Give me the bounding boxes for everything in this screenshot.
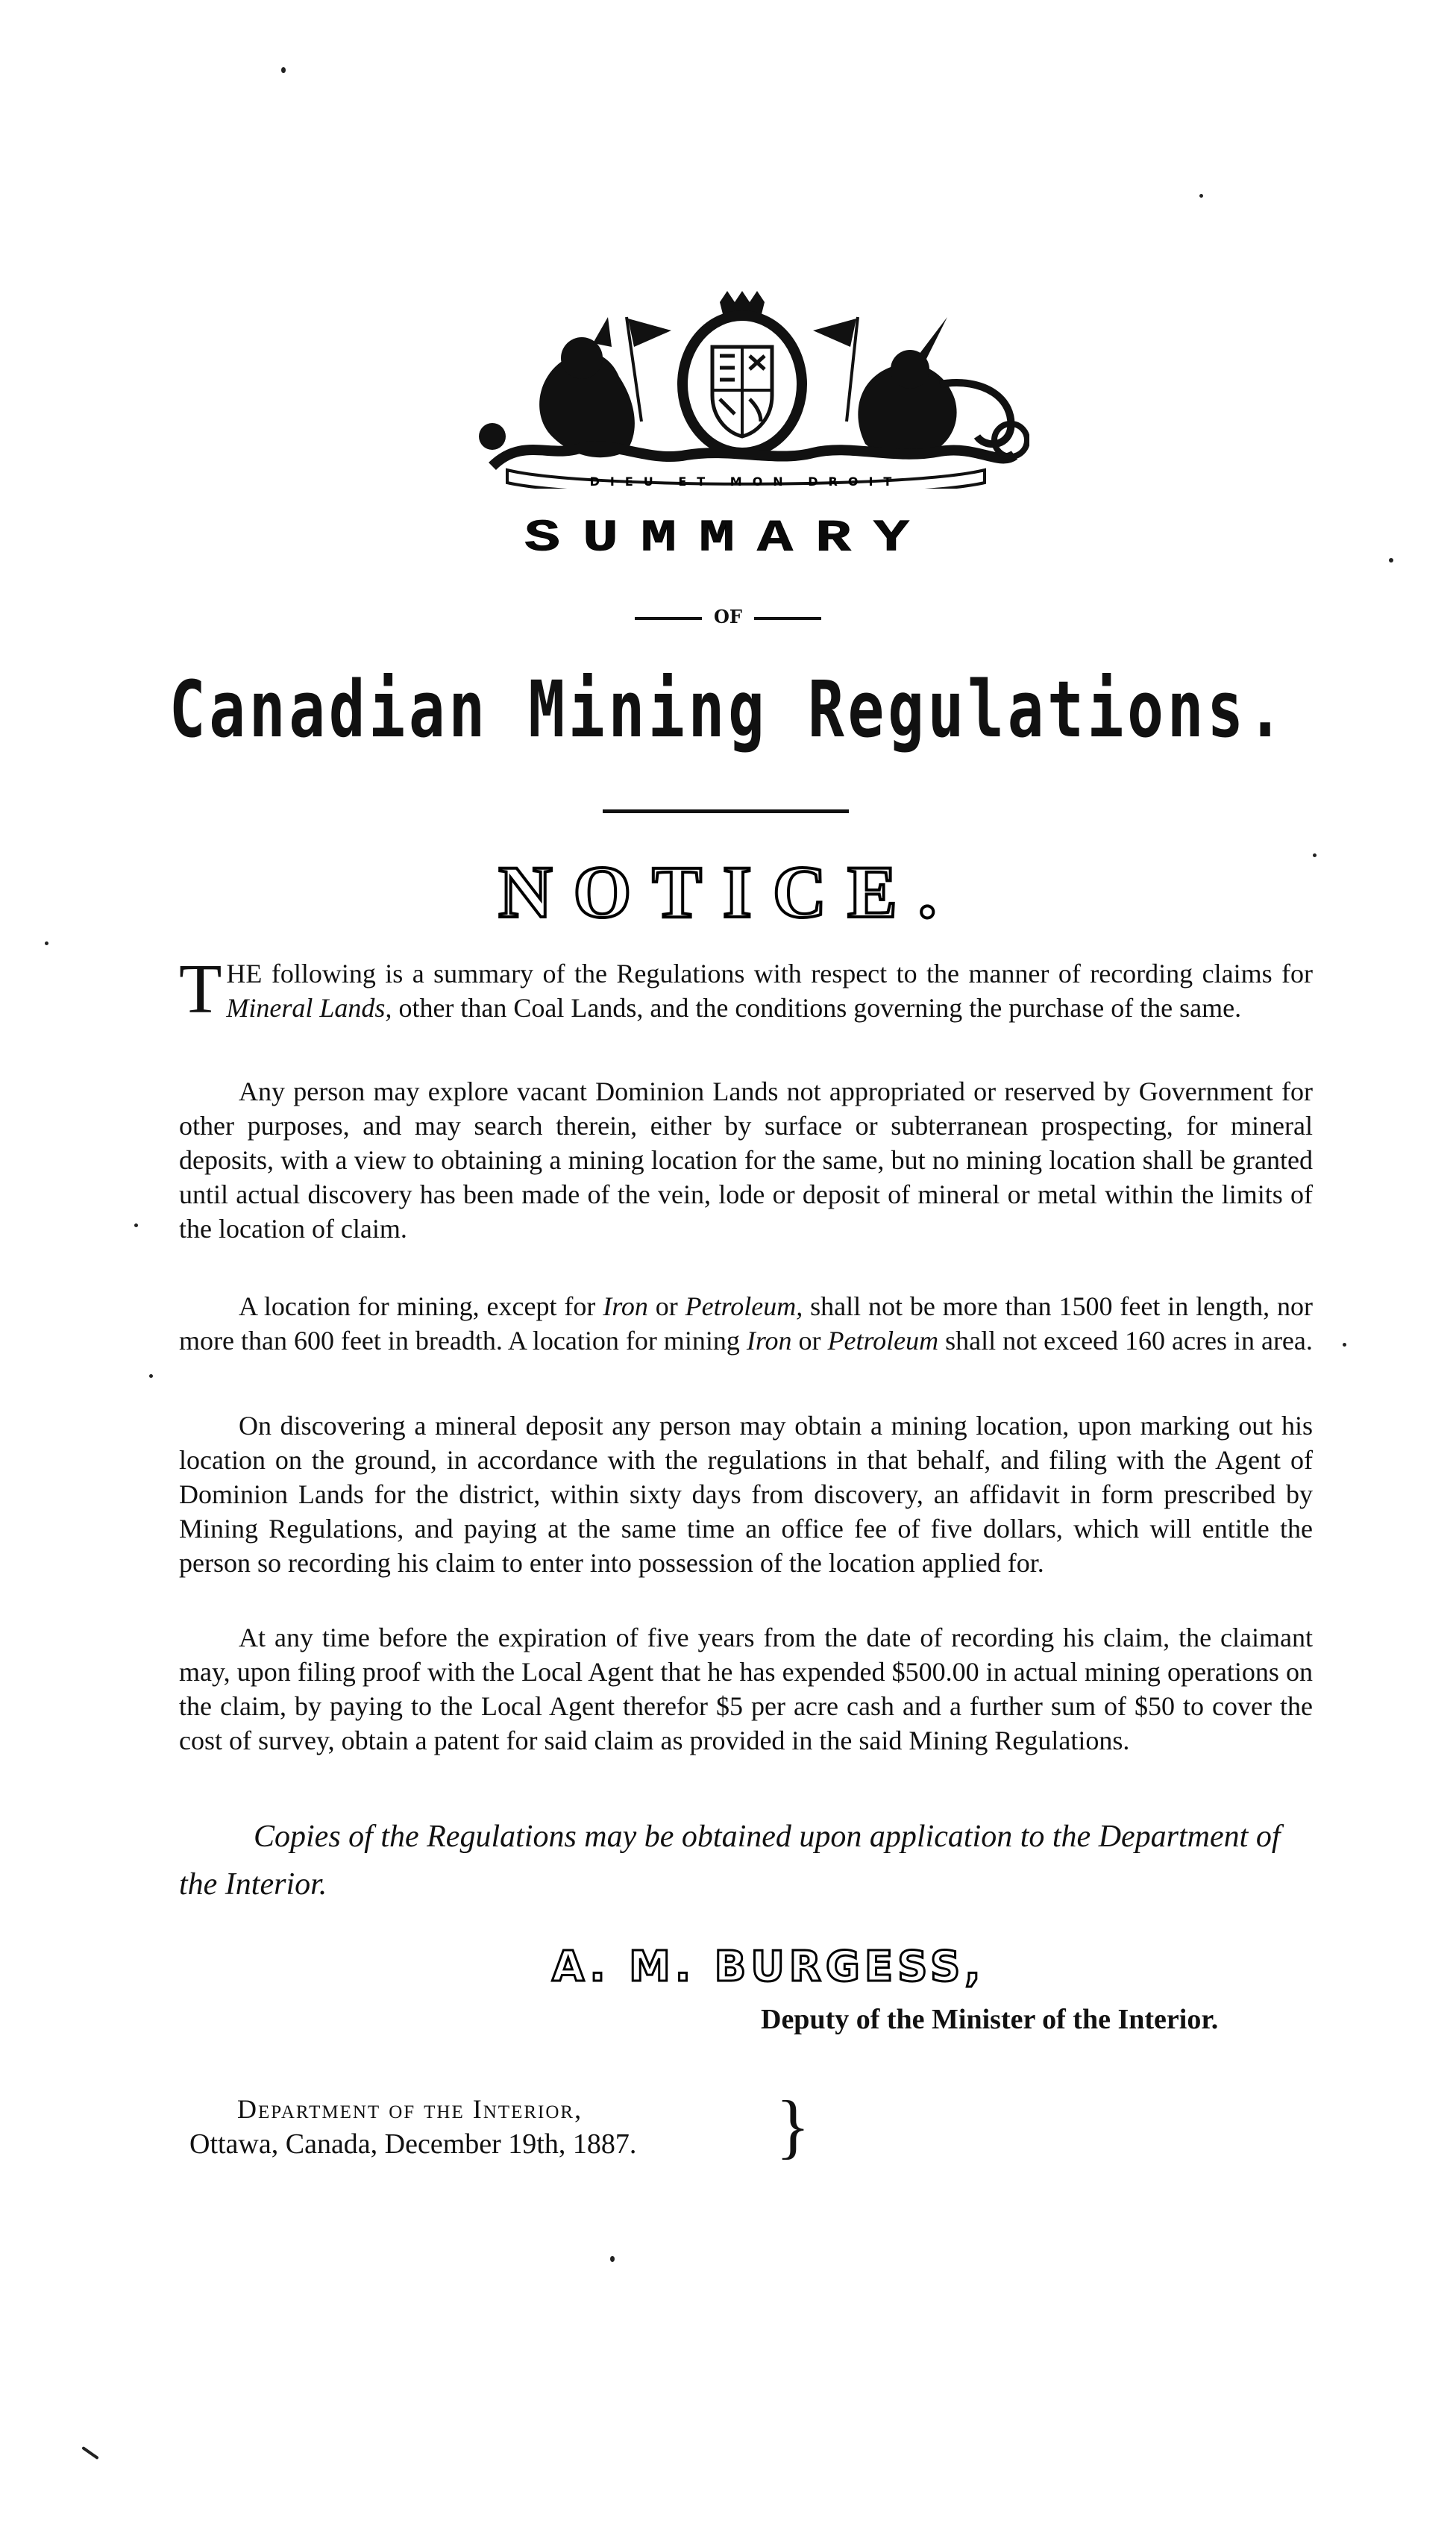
title-divider (603, 809, 849, 813)
paragraph-patent (179, 1620, 1313, 1758)
crest-motto: DIEU ET MON DROIT (589, 474, 903, 489)
speck (1343, 1343, 1346, 1347)
speck (1199, 194, 1203, 198)
footer-department: Department of the Interior, (237, 2094, 583, 2124)
intro-text-a: HE following is a summary of the Regulations with respect to the manner of recording claims for (226, 959, 1313, 988)
speck (81, 2446, 99, 2460)
speck (134, 1223, 138, 1227)
or-text: or (647, 1291, 685, 1321)
signature-title: Deputy of the Minister of the Interior. (761, 2004, 1219, 2035)
of-line (0, 606, 1456, 627)
paragraph-location-size (179, 1289, 1313, 1358)
speck (1389, 558, 1393, 563)
petroleum-italic: Petroleum, (685, 1291, 803, 1321)
garter-shield (682, 316, 802, 453)
iron-italic-2: Iron (746, 1326, 792, 1356)
discovery-text: On discovering a mineral deposit any person may obtain a mining location, upon marking out his location on the ground, in accordance with the regulations in that behalf, and filing with the Agent of Dominion Lands for the district, within sixty days from discovery, an affidavit in form prescribed by Mining Regulations, and paying at the same time an office fee of five dollars, which will entitle the person so recording his claim to enter into possession of the location applied for. (179, 1411, 1313, 1578)
speck (610, 2256, 615, 2262)
location-text-b: shall not be more than 1500 feet in length, nor more than 600 feet in breadth. A location for mining (179, 1291, 1313, 1356)
royal-coat-of-arms (462, 287, 1029, 489)
motto-ribbon (507, 470, 985, 489)
page-title: Canadian Mining Regulations. (169, 664, 1287, 755)
summary-heading: SUMMARY (524, 513, 932, 565)
lion-supporter (539, 317, 635, 457)
or-text-2: or (791, 1326, 828, 1356)
speck (45, 941, 48, 945)
speck (281, 67, 286, 73)
paragraph-intro (179, 950, 1313, 1028)
exploration-text: Any person may explore vacant Dominion Lands not appropriated or reserved by Government for other purposes, and may search therein, either by surface or subterranean prospecting, for mineral deposits, with a view to obtaining a mining location for the same, but no mining location shall be granted until actual discovery has been made of the vein, lode or deposit of mineral or metal within the limits of the location of claim. (179, 1077, 1313, 1244)
copies-text: Copies of the Regulations may be obtained upon application to the Department of the Interior. (179, 1820, 1281, 1902)
signature-name: A. M. BURGESS, (552, 1943, 985, 1991)
location-text-a: A location for mining, except for (239, 1291, 603, 1321)
iron-italic: Iron (603, 1291, 648, 1321)
notice-heading: NOTICE. (498, 850, 958, 933)
intro-italic: Mineral Lands, (226, 993, 392, 1023)
petroleum-italic-2: Petroleum (827, 1326, 939, 1356)
patent-text: At any time before the expiration of five years from the date of recording his claim, the claimant may, upon filing proof with the Local Agent that he has expended $500.00 in actual mining operations on the claim, by paying to the Local Agent therefor $5 per acre cash and a further sum of $50 to cover the cost of survey, obtain a patent for said claim as provided in the said Mining Regulations. (179, 1623, 1313, 1755)
paragraph-discovery (179, 1408, 1313, 1580)
footer-brace: } (776, 2086, 811, 2166)
intro-text-b: other than Coal Lands, and the conditions governing the purchase of the same. (392, 993, 1242, 1023)
paragraph-exploration (179, 1074, 1313, 1246)
of-word: OF (714, 606, 742, 627)
of-rule-right (754, 617, 821, 620)
of-rule-left (635, 617, 702, 620)
speck (149, 1374, 153, 1378)
footer-date: Ottawa, Canada, December 19th, 1887. (189, 2128, 637, 2160)
copies-note (179, 1813, 1313, 1908)
location-text-c: shall not exceed 160 acres in area. (938, 1326, 1313, 1356)
drop-cap: T (179, 950, 222, 1028)
unicorn-supporter (858, 317, 1011, 457)
speck (1313, 853, 1317, 857)
